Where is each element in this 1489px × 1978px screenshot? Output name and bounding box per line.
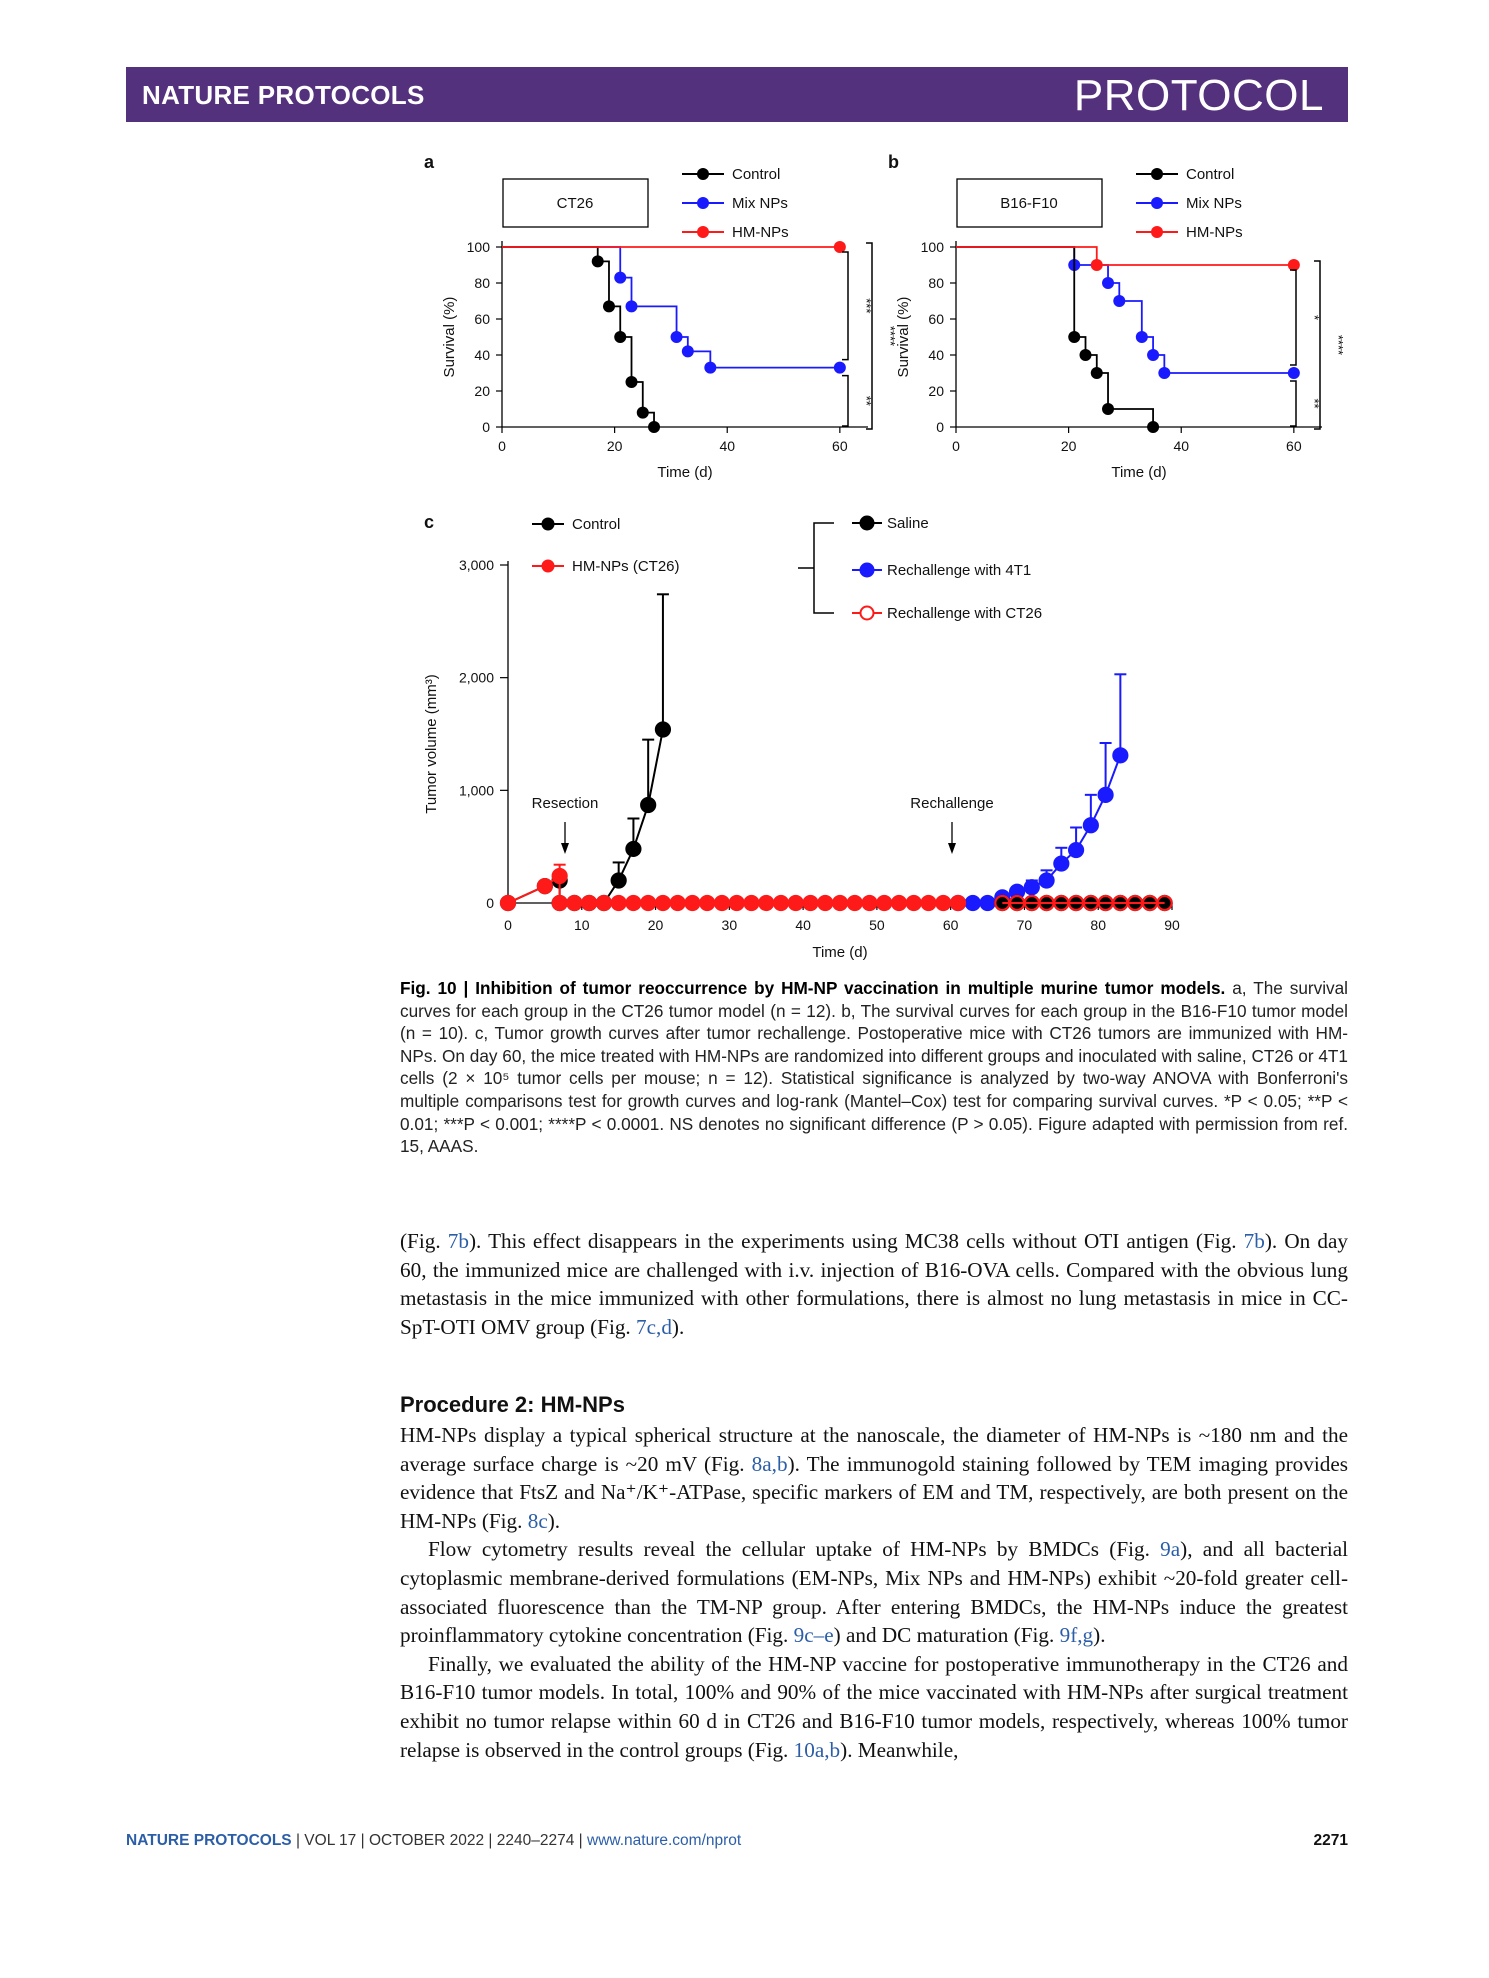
data-point [1113,295,1125,307]
data-point [538,879,552,893]
text-run: Finally, we evaluated the ability of the HM-NP vaccine for postoperative immunotherapy in the CT26 and B16-F10 tumor models. In total, 100% and 90% of the mice vaccinated with HM-NPs after surgical treatment exhibit no tumor relapse within 60 d in CT26 and B16-F10 tumor models, respectively, whereas 100% tumor relapse is observed in the control groups (Fig. [400,1651,1348,1762]
figure-reference-link[interactable]: 9a [1160,1537,1181,1562]
data-point [744,896,758,910]
sig-bracket-hm-vs-control-label: **** [1331,334,1346,356]
x-tick-label: 0 [498,438,506,454]
figure-reference-link[interactable]: 8a,b [751,1451,788,1476]
data-point [981,896,995,910]
data-point [789,896,803,910]
figure-reference-link[interactable]: 10a,b [793,1737,841,1762]
y-tick-label: 40 [474,347,490,363]
panel-label-c: c [424,512,435,532]
page-footer: NATURE PROTOCOLS | VOL 17 | OCTOBER 2022 | 2240–2274 | www.nature.com/nprot 2271 [126,1832,1348,1849]
page-number: 2271 [1313,1832,1348,1849]
figure-caption [400,977,1348,1158]
text-run: ) and DC maturation (Fig. [833,1623,1060,1648]
legend-marker [1151,226,1163,238]
data-point [553,896,567,910]
data-point [682,345,694,357]
data-point [648,421,660,433]
x-axis-title: Time (d) [812,944,868,961]
y-tick-label: 20 [928,383,944,399]
survival-curve [956,247,1294,265]
figure-reference-link[interactable]: 8c [527,1508,548,1533]
journal-name: NATURE PROTOCOLS [142,80,425,110]
x-tick-label: 0 [952,438,960,454]
data-point [637,407,649,419]
data-point [704,362,716,374]
data-point [614,272,626,284]
footer-date: OCTOBER 2022 [368,1832,485,1849]
x-tick-label: 20 [1060,438,1077,454]
text-run: ). [1093,1623,1106,1648]
x-axis-title: Time (d) [1111,464,1167,481]
annotation-label: Rechallenge [910,795,994,812]
legend-marker [861,517,874,530]
data-point [1069,843,1083,857]
text-run: Flow cytometry results reveal the cellular uptake of HM-NPs by BMDCs (Fig. [428,1537,1161,1562]
footer-journal: NATURE PROTOCOLS [126,1832,292,1849]
figure-reference-link[interactable]: 7c,d [636,1314,672,1339]
data-point [656,896,670,910]
text-run: HM-NPs display a typical spherical structure at the nanoscale, the diameter of HM-NPs is ~180 nm and the average surface charge is ~20 mV (Fig. [400,1423,1348,1476]
legend-marker [861,607,874,620]
y-tick-label: 0 [486,895,494,911]
data-point [656,722,670,736]
y-tick-label: 2,000 [458,669,494,686]
legend-marker [697,226,709,238]
legend-label: Mix NPs [732,195,788,212]
survival-curve [502,247,840,368]
data-point [1084,818,1098,832]
legend-label: HM-NPs (CT26) [572,558,680,575]
y-tick-label: 3,000 [458,557,494,573]
y-axis-title: Survival (%) [441,296,458,378]
y-tick-label: 100 [466,239,490,255]
article-type: PROTOCOL [1073,71,1324,120]
series-line [508,729,663,903]
y-axis-title: Tumor volume (mm³) [423,674,440,814]
data-point [603,300,615,312]
section-body [400,1421,1348,1764]
data-point [848,896,862,910]
sig-bracket-mix-vs-control-label: ** [859,395,874,406]
data-point [1288,259,1300,271]
legend-bracket [814,523,834,613]
data-point [715,896,729,910]
x-tick-label: 40 [1173,438,1190,454]
legend-label: Rechallenge with CT26 [887,605,1043,622]
data-point [685,896,699,910]
x-tick-label: 70 [1016,917,1033,933]
legend-label: Control [1186,166,1235,183]
legend-label: Control [732,166,781,183]
y-tick-label: 0 [482,419,490,435]
data-point [730,896,744,910]
data-point [833,896,847,910]
figure-10 [0,0,1489,975]
legend-marker [1151,197,1163,209]
caption-title: Fig. 10 | Inhibition of tumor reoccurrence by HM-NP vaccination in multiple murine tumor models. [400,978,1226,998]
x-tick-label: 20 [606,438,623,454]
data-point [966,896,980,910]
x-tick-label: 30 [721,917,738,933]
legend-marker [697,168,709,180]
sig-bracket-hm-vs-control-label: **** [883,325,898,347]
data-point [907,896,921,910]
data-point [774,896,788,910]
text-run: ). [671,1314,685,1339]
data-point [1068,331,1080,343]
y-tick-label: 100 [920,239,944,255]
x-tick-label: 20 [647,917,664,933]
data-point [626,896,640,910]
panel-label-b: b [888,152,899,172]
caption-body: a, The survival curves for each group in the CT26 tumor model (n = 12). b, The survival curves for each group in the B16-F10 tumor model (n = 10). c, Tumor growth curves after tumor rechallenge. Postoperative mice with CT26 tumors are immunized with HM-NPs. On day 60, the mice treated with HM-NPs are randomized into different groups and inoculated with saline, CT26 or 4T1 cells (2 × 10⁵ tumor cells per mouse; n = 12). Statistical significance is analyzed by two-way ANOVA with Bonferroni's multiple comparisons test for growth curves and log-rank (Mantel–Cox) test for comparing survival curves. *P < 0.05; **P < 0.01; ***P < 0.001; ****P < 0.0001. NS denotes no significant difference (P > 0.05). Figure adapted with permission from ref. 15, AAAS. [400,978,1348,1157]
data-point [1158,367,1170,379]
data-point [597,896,611,910]
text-run: ). [547,1508,561,1533]
section-heading: Procedure 2: HM-NPs [400,1392,625,1417]
data-point [1102,403,1114,415]
model-label: CT26 [556,195,594,212]
y-tick-label: 60 [928,311,944,327]
data-point [626,300,638,312]
y-tick-label: 40 [928,347,944,363]
x-tick-label: 80 [1090,917,1107,933]
y-tick-label: 1,000 [458,782,494,799]
data-point [803,896,817,910]
data-point [626,376,638,388]
data-point [922,896,936,910]
x-tick-label: 60 [832,438,848,454]
data-point [1113,748,1127,762]
data-point [951,896,965,910]
x-tick-label: 10 [573,917,590,933]
data-point [671,331,683,343]
data-point [936,896,950,910]
data-point [818,896,832,910]
text-run: ), and all bacterial cytoplasmic membrane-derived formulations (EM-NPs, Mix NPs and HM-NPs) exhibit ~20-fold greater cell-associated fluorescence than the TM-NP group. After entering BMDCs, the HM-NPs induce the greatest proinflammatory cytokine concentration (Fig. [400,1537,1348,1648]
data-point [1136,331,1148,343]
annotation-arrowhead [948,843,956,854]
legend-label: Rechallenge with 4T1 [887,562,1032,579]
text-run: ). Meanwhile, [840,1737,959,1762]
x-tick-label: 50 [869,917,885,933]
x-tick-label: 60 [1286,438,1302,454]
y-tick-label: 0 [936,419,944,435]
annotation-label: Resection [531,795,599,812]
text-run: ). The immunogold staining followed by TEM imaging provides evidence that FtsZ and Na⁺/K⁺-ATPase, specific markers of EM and TM, respectively, are both present on the HM-NPs (Fig. [400,1451,1348,1533]
legend-marker [697,197,709,209]
sig-bracket-hm-vs-mix [1290,270,1296,365]
data-point [759,896,773,910]
data-point [612,896,626,910]
data-point [641,798,655,812]
footer-volume: VOL 17 [304,1832,357,1849]
figure-reference-link[interactable]: 7b [1243,1229,1265,1253]
sig-bracket-mix-vs-control [842,376,848,426]
x-axis-title: Time (d) [657,464,713,481]
figure-reference-link[interactable]: 9c–e [793,1623,834,1648]
data-point [863,896,877,910]
y-axis-title: Survival (%) [895,296,912,378]
data-point [1080,349,1092,361]
data-point [1091,367,1103,379]
footer-url[interactable]: www.nature.com/nprot [587,1832,742,1849]
data-point [1054,857,1068,871]
data-point [834,362,846,374]
paragraph-2-text [400,1421,1348,1535]
survival-curve [502,247,654,427]
data-point [626,842,640,856]
data-point [614,331,626,343]
legend-marker [861,564,874,577]
annotation-arrowhead [561,843,569,854]
figure-reference-link[interactable]: 7b [447,1229,469,1253]
data-point [1147,421,1159,433]
model-label: B16-F10 [1000,195,1058,212]
data-point [1099,788,1113,802]
data-point [567,896,581,910]
footer-pages: 2240–2274 [496,1832,575,1849]
sig-bracket-mix-vs-control [1290,381,1296,426]
data-point [1091,259,1103,271]
paragraph-1-text [400,1227,1348,1341]
legend-label: Saline [887,515,929,532]
data-point [1147,349,1159,361]
data-point [1102,277,1114,289]
legend-marker [1151,168,1163,180]
legend-label: Mix NPs [1186,195,1242,212]
sig-bracket-hm-vs-mix-label: *** [859,298,874,314]
data-point [834,241,846,253]
sig-bracket-hm-vs-mix-label: * [1307,314,1322,321]
text-run: (Fig. [400,1229,448,1253]
x-tick-label: 40 [719,438,736,454]
data-point [1025,880,1039,894]
data-point [700,896,714,910]
legend-label: HM-NPs [732,224,789,241]
sig-bracket-mix-vs-control-label: ** [1307,398,1322,409]
y-tick-label: 80 [474,275,490,291]
data-point [582,896,596,910]
data-point [612,873,626,887]
text-run: ). On day 60, the immunized mice are challenged with i.v. injection of B16-OVA cells. Compared with the obvious lung metastasis in the mice immunized with other formulations, there is almost no lung metastasis in mice in CC-SpT-OTI OMV group (Fig. [400,1229,1348,1339]
panel-label-a: a [424,152,435,172]
x-tick-label: 40 [795,917,811,933]
legend-marker [542,518,555,531]
figure-reference-link[interactable]: 9f,g [1059,1623,1094,1648]
data-point [671,896,685,910]
data-point [1288,367,1300,379]
y-tick-label: 20 [474,383,490,399]
data-point [592,255,604,267]
x-tick-label: 90 [1164,917,1180,933]
paragraph-3-text [400,1535,1348,1649]
legend-label: HM-NPs [1186,224,1243,241]
y-tick-label: 60 [474,311,490,327]
data-point [641,896,655,910]
paragraph-4-text [400,1650,1348,1764]
legend-marker [542,560,555,573]
data-point [501,896,515,910]
survival-curve [956,247,1153,427]
y-tick-label: 80 [928,275,944,291]
x-tick-label: 60 [942,917,959,933]
data-point [553,869,567,883]
x-tick-label: 0 [504,917,512,933]
text-run: ). This effect disappears in the experiments using MC38 cells without OTI antigen (Fig. [468,1229,1244,1253]
data-point [877,896,891,910]
data-point [1040,873,1054,887]
data-point [892,896,906,910]
sig-bracket-hm-vs-mix [842,252,848,360]
paragraph-1 [400,1227,1348,1341]
legend-label: Control [572,516,621,533]
